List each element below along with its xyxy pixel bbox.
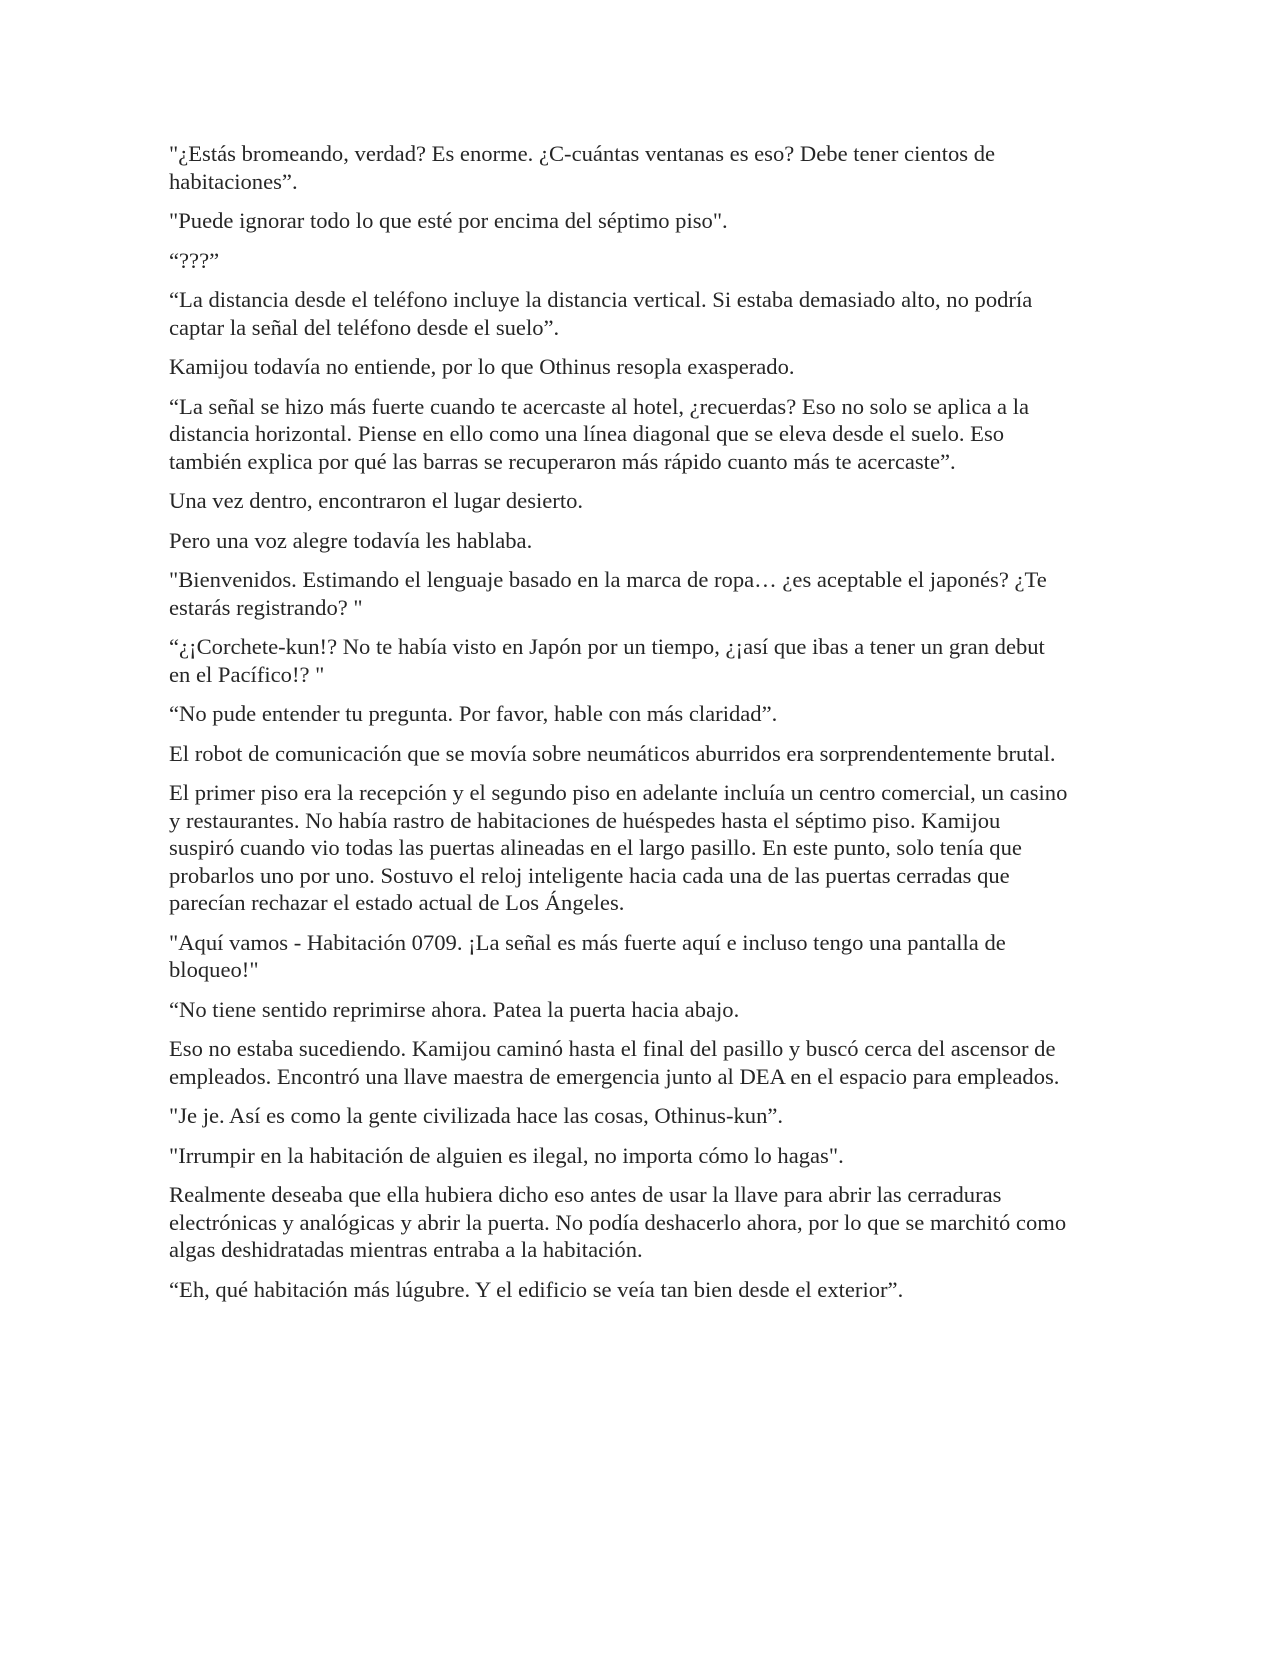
paragraph: "Aquí vamos - Habitación 0709. ¡La señal es más fuerte aquí e incluso tengo una pantalla de bloqueo!" bbox=[169, 929, 1006, 982]
paragraph: "Puede ignorar todo lo que esté por encima del séptimo piso". bbox=[169, 208, 728, 233]
paragraph: “La distancia desde el teléfono incluye la distancia vertical. Si estaba demasiado alto, no podría captar la señal del teléfono desde el suelo”. bbox=[169, 287, 1033, 340]
paragraph: El robot de comunicación que se movía sobre neumáticos aburridos era sorprendentemente brutal. bbox=[169, 740, 1056, 766]
paragraph: "¿Estás bromeando, verdad? Es enorme. ¿C-cuántas ventanas es eso? Debe tener cientos de habitaciones”. bbox=[169, 141, 996, 194]
paragraph: Una vez dentro, encontraron el lugar desierto. bbox=[169, 488, 584, 513]
paragraph: “No pude entender tu pregunta. Por favor, hable con más claridad”. bbox=[169, 701, 778, 726]
paragraph: "Je je. Así es como la gente civilizada hace las cosas, Othinus-kun”. bbox=[169, 1103, 784, 1128]
paragraph: “No tiene sentido reprimirse ahora. Patea la puerta hacia abajo. bbox=[169, 996, 740, 1022]
paragraph: Pero una voz alegre todavía les hablaba. bbox=[169, 527, 533, 553]
paragraph: "Irrumpir en la habitación de alguien es ilegal, no importa cómo lo hagas". bbox=[169, 1142, 844, 1168]
paragraph: “Eh, qué habitación más lúgubre. Y el edificio se veía tan bien desde el exterior”. bbox=[169, 1276, 904, 1302]
paragraph: El primer piso era la recepción y el segundo piso en adelante incluía un centro comercial, un casino y restaurantes. No había rastro de habitaciones de huéspedes hasta el séptimo piso. Kamijou suspiró cuando vio todas las puertas alineadas en el largo pasillo. En este punto, solo tenía que probarlos uno por uno. Sostuvo el reloj inteligente hacia cada una de las puertas cerradas que parecían rechazar el estado actual de Los Ángeles. bbox=[169, 780, 1068, 915]
paragraph: “¿¡Corchete-kun!? No te había visto en Japón por un tiempo, ¿¡así que ibas a tener un gran debut en el Pacífico!? " bbox=[169, 634, 1045, 687]
paragraph: “???” bbox=[169, 247, 220, 273]
document-page bbox=[169, 140, 1069, 1315]
paragraph: Eso no estaba sucediendo. Kamijou caminó hasta el final del pasillo y buscó cerca del ascensor de empleados. Encontró una llave maestra de emergencia junto al DEA en el espacio para empleados. bbox=[169, 1036, 1060, 1089]
paragraph: Realmente deseaba que ella hubiera dicho eso antes de usar la llave para abrir las cerraduras electrónicas y analógicas y abrir la puerta. No podía deshacerlo ahora, por lo que se marchitó como algas deshidratadas mientras entraba a la habitación. bbox=[169, 1182, 1067, 1262]
paragraph: "Bienvenidos. Estimando el lenguaje basado en la marca de ropa… ¿es aceptable el japonés? ¿Te estarás registrando? " bbox=[169, 567, 1047, 620]
paragraph: “La señal se hizo más fuerte cuando te acercaste al hotel, ¿recuerdas? Eso no solo se aplica a la distancia horizontal. Piense en ello como una línea diagonal que se eleva desde el suelo. Eso también explica por qué las barras se recuperaron más rápido cuanto más te acercaste”. bbox=[169, 393, 1030, 474]
paragraph: Kamijou todavía no entiende, por lo que Othinus resopla exasperado. bbox=[169, 354, 795, 379]
